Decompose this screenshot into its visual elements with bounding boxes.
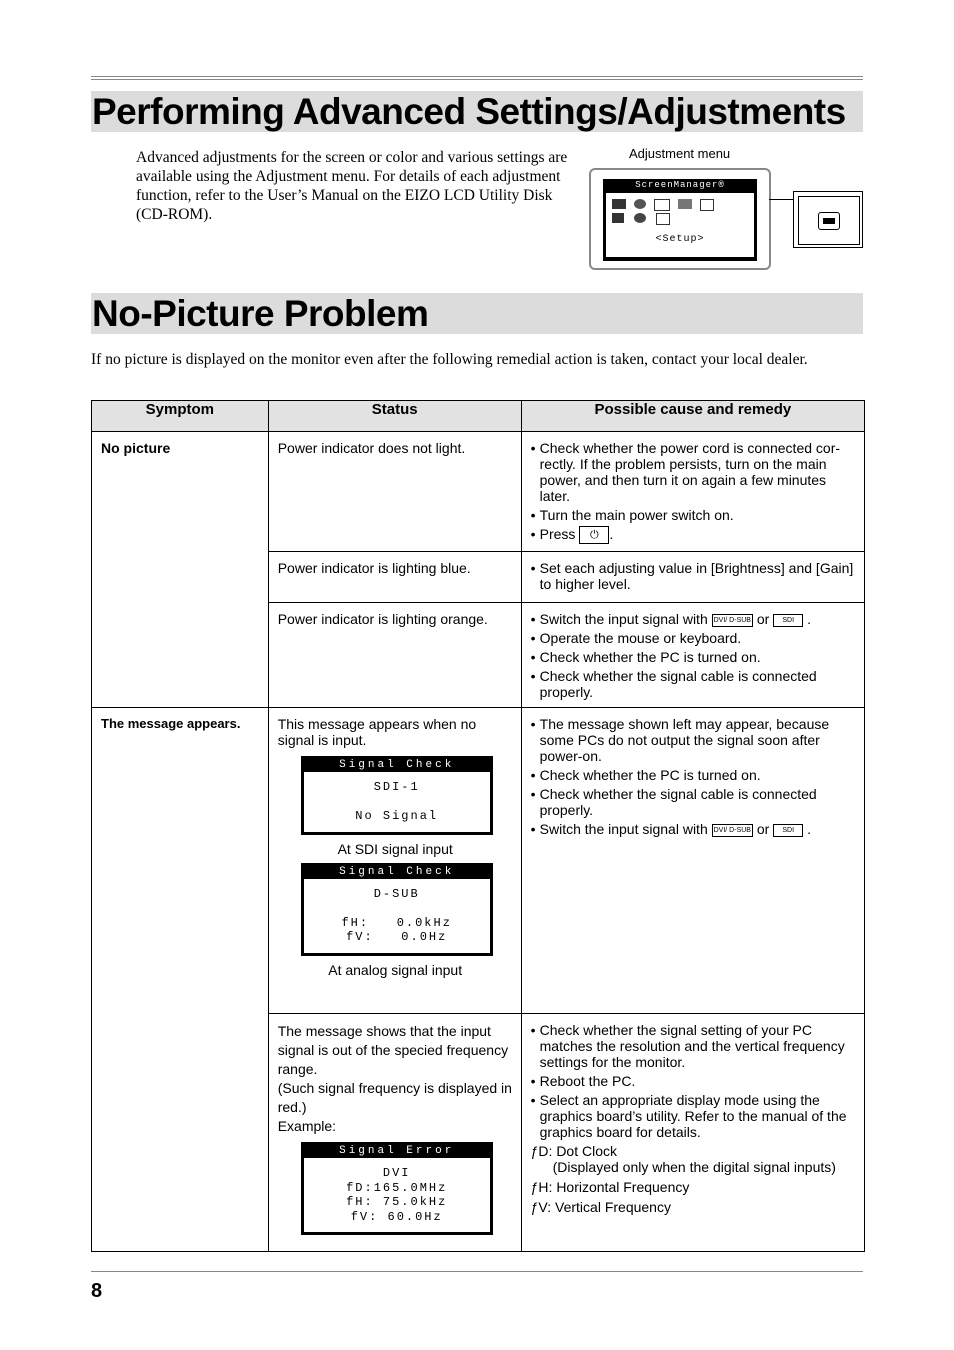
legend-fv: ƒV: Vertical Frequency <box>530 1199 671 1216</box>
header-symptom: Symptom <box>92 401 269 432</box>
dvi-dsub-key-icon: DVI/ D-SUB <box>712 824 753 837</box>
menu-title: ScreenManager® <box>635 180 725 190</box>
osd-body: D-SUB fH: 0.0kHz fV: 0.0Hz <box>304 879 490 953</box>
osd-body: DVI fD:165.0MHz fH: 75.0kHz fV: 60.0Hz <box>304 1158 490 1232</box>
remedy-item: Check whether the PC is turned on. <box>539 649 761 666</box>
osd-title: Signal Error <box>339 1145 455 1158</box>
remedy-list: • Switch the input signal with DVI/ D-SUB or SDI . • Operate the mouse or keyboard. • Check whether the PC is turned on. • Check whether the signal cable is connected properly. <box>522 603 864 707</box>
status-text: (Such signal frequency is displayed in red.) <box>277 1080 512 1116</box>
powersave-icon <box>678 199 692 209</box>
status-text: The message shows that the input signal is out of the specied frequency range. <box>277 1023 509 1078</box>
adjustment-menu-illustration <box>589 168 771 270</box>
footer-rule <box>91 1271 863 1272</box>
remedy-item: Reboot the PC. <box>539 1073 636 1090</box>
info-icon <box>700 199 714 211</box>
color-icon <box>634 199 646 209</box>
advanced-intro-text: Advanced adjustments for the screen or color and various settings are available using the Adjustment menu. For details of each adjustment function, refer to the User’s Manual on the EIZO LCD Utility Disk (CD-ROM). <box>136 149 568 223</box>
osd-caption: At analog signal input <box>328 961 463 978</box>
table-row <box>92 432 865 552</box>
screen-icon <box>612 199 626 209</box>
top-rule-2 <box>91 79 863 80</box>
callout-line <box>769 199 794 200</box>
remedy-item: Select an appropriate display mode using the graphics board’s utility. Refer to the manual of the graphics board for details. <box>539 1092 847 1141</box>
menu-screen <box>603 179 757 261</box>
osd-title: Signal Check <box>339 759 455 772</box>
sdi-key-icon: SDI <box>773 614 803 627</box>
osd-caption: At SDI signal input <box>337 840 453 857</box>
osd-body: SDI-1 No Signal <box>304 772 490 832</box>
dvi-dsub-key-icon: DVI/ D-SUB <box>712 614 753 627</box>
adjustment-menu-caption: Adjustment menu <box>629 146 731 161</box>
menu-selected-label: <Setup> <box>655 234 705 245</box>
nopicture-intro-text: If no picture is displayed on the monitor even after the following remedial action is taken, contact your local dealer. <box>91 351 808 368</box>
section-heading-advanced <box>91 91 863 132</box>
signal-check-osd-sdi <box>301 756 493 835</box>
top-rule <box>91 76 863 77</box>
remedy-list: • Check whether the signal setting of your PC matches the resolution and the vertical frequency settings for the monitor. • Reboot the PC. • Select an appropriate display mode using the graphics board’s utility. Refer to the manual of the graphics board for details. ƒD: Dot Clock (Displayed only when the digital signal inputs) ƒH: Horizontal Frequency ƒV: Vertical Frequency <box>522 1014 864 1219</box>
remedy-item: Check whether the signal cable is connected properly. <box>539 786 817 819</box>
status-text: Example: <box>277 1118 337 1135</box>
section-heading-nopicture <box>91 293 863 334</box>
signal-check-osd-dsub <box>301 863 493 956</box>
status-cell <box>269 708 521 988</box>
remedy-item: The message shown left may appear, because some PCs do not output the signal soon after power-on. <box>539 716 830 765</box>
status-text: This message appears when no signal is input. <box>277 716 477 749</box>
page-number: 8 <box>91 1280 103 1302</box>
monitor-button-closeup <box>793 191 863 248</box>
remedy-item: Press ⏻ . <box>540 526 856 544</box>
troubleshooting-table <box>91 400 865 1252</box>
menu-icons-row-2 <box>612 213 670 225</box>
remedy-item: Operate the mouse or keyboard. <box>539 630 742 647</box>
signal-error-osd <box>301 1142 493 1235</box>
setup-icon <box>612 213 624 223</box>
symptom-no-picture: No picture <box>101 440 171 456</box>
header-remedy: Possible cause and remedy <box>521 401 864 432</box>
remedy-item: Switch the input signal with DVI/ D-SUB or SDI . <box>539 821 811 838</box>
exit-icon <box>656 213 670 225</box>
osd-title: Signal Check <box>339 865 455 878</box>
menu-icons-row <box>612 199 752 211</box>
status-text: Power indicator is lighting blue. <box>277 560 471 577</box>
section-title: Performing Advanced Settings/Adjustments <box>92 91 846 132</box>
remedy-list: • The message shown left may appear, because some PCs do not output the signal soon after power-on. • Check whether the PC is turned on. • Check whether the signal cable is connected properly. • Switch the input signal with DVI/ D-SUB or SDI . <box>522 708 864 844</box>
status-text: Power indicator does not light. <box>277 440 466 456</box>
remedy-item: Check whether the power cord is connected cor-rectly. If the problem persists, turn on the main power, and then turn it on again a few minutes later. <box>539 440 841 504</box>
symptom-message-appears: The message appears. <box>101 716 241 732</box>
remedy-item: Turn the main power switch on. <box>539 507 734 523</box>
remedy-item: Check whether the signal setting of your PC matches the resolution and the vertical frequency settings for the monitor. <box>539 1022 845 1071</box>
header-status: Status <box>268 401 521 432</box>
remedy-list: • Set each adjusting value in [Brightness] and [Gain] to higher level. <box>522 552 864 599</box>
legend-fd: ƒD: Dot Clock <box>530 1143 617 1160</box>
enter-button-icon <box>818 212 840 230</box>
remedy-list: • Check whether the power cord is connected cor-rectly. If the problem persists, turn on the main power, and then turn it on again a few minutes later. • Turn the main power switch on. • Press ⏻ . <box>522 432 864 551</box>
remedy-item: Check whether the PC is turned on. <box>539 767 761 784</box>
remedy-item: Check whether the signal cable is connected properly. <box>539 668 817 701</box>
status-cell <box>269 1014 521 1239</box>
remedy-item: Set each adjusting value in [Brightness] and [Gain] to higher level. <box>539 560 854 593</box>
legend-fd-note: (Displayed only when the digital signal inputs) <box>552 1159 836 1176</box>
legend-fh: ƒH: Horizontal Frequency <box>530 1179 690 1196</box>
table-row <box>92 708 865 1014</box>
table-header-row <box>92 401 865 432</box>
section-title: No-Picture Problem <box>92 293 429 334</box>
power-button-icon: ⏻ <box>579 526 609 544</box>
status-text: Power indicator is lighting orange. <box>277 611 488 628</box>
remedy-item: Switch the input signal with DVI/ D-SUB or SDI . <box>539 611 811 628</box>
sound-icon <box>654 199 670 211</box>
language-icon <box>634 213 646 223</box>
sdi-key-icon: SDI <box>773 824 803 837</box>
